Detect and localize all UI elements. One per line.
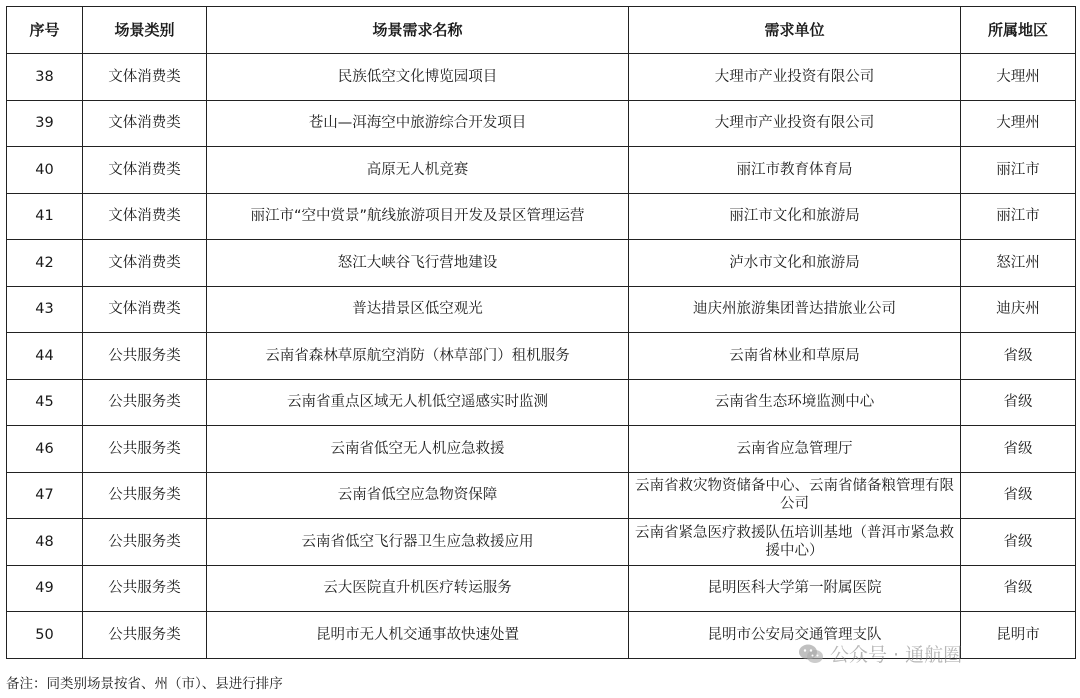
cell-region: 省级 bbox=[961, 379, 1076, 426]
table-row bbox=[7, 379, 1076, 426]
cell-index: 40 bbox=[7, 147, 83, 194]
cell-unit: 云南省林业和草原局 bbox=[629, 333, 961, 380]
cell-region: 省级 bbox=[961, 426, 1076, 473]
header-index: 序号 bbox=[7, 7, 83, 54]
table-row bbox=[7, 333, 1076, 380]
cell-scene-name: 云南省低空无人机应急救援 bbox=[207, 426, 629, 473]
cell-index: 49 bbox=[7, 565, 83, 612]
cell-region: 省级 bbox=[961, 565, 1076, 612]
table-row bbox=[7, 612, 1076, 659]
cell-region: 怒江州 bbox=[961, 240, 1076, 287]
cell-category: 公共服务类 bbox=[83, 472, 207, 519]
cell-category: 文体消费类 bbox=[83, 54, 207, 101]
cell-region: 丽江市 bbox=[961, 193, 1076, 240]
cell-region: 省级 bbox=[961, 472, 1076, 519]
table-row bbox=[7, 54, 1076, 101]
cell-category: 文体消费类 bbox=[83, 147, 207, 194]
cell-region: 昆明市 bbox=[961, 612, 1076, 659]
cell-unit: 云南省紧急医疗救援队伍培训基地（普洱市紧急救援中心） bbox=[629, 519, 961, 566]
cell-scene-name: 云南省低空飞行器卫生应急救援应用 bbox=[207, 519, 629, 566]
footnote: 备注：同类别场景按省、州（市）、县进行排序 bbox=[6, 676, 283, 692]
cell-scene-name: 云大医院直升机医疗转运服务 bbox=[207, 565, 629, 612]
cell-unit: 泸水市文化和旅游局 bbox=[629, 240, 961, 287]
cell-scene-name: 苍山—洱海空中旅游综合开发项目 bbox=[207, 100, 629, 147]
cell-index: 46 bbox=[7, 426, 83, 473]
cell-category: 公共服务类 bbox=[83, 519, 207, 566]
table-body bbox=[7, 54, 1076, 659]
cell-region: 迪庆州 bbox=[961, 286, 1076, 333]
cell-region: 丽江市 bbox=[961, 147, 1076, 194]
table-row bbox=[7, 100, 1076, 147]
cell-scene-name: 昆明市无人机交通事故快速处置 bbox=[207, 612, 629, 659]
cell-unit: 丽江市文化和旅游局 bbox=[629, 193, 961, 240]
cell-scene-name: 云南省森林草原航空消防（林草部门）租机服务 bbox=[207, 333, 629, 380]
header-category: 场景类别 bbox=[83, 7, 207, 54]
cell-scene-name: 普达措景区低空观光 bbox=[207, 286, 629, 333]
cell-scene-name: 怒江大峡谷飞行营地建设 bbox=[207, 240, 629, 287]
cell-index: 39 bbox=[7, 100, 83, 147]
header-unit: 需求单位 bbox=[629, 7, 961, 54]
cell-scene-name: 丽江市“空中赏景”航线旅游项目开发及景区管理运营 bbox=[207, 193, 629, 240]
cell-unit: 丽江市教育体育局 bbox=[629, 147, 961, 194]
cell-region: 大理州 bbox=[961, 54, 1076, 101]
table-row bbox=[7, 565, 1076, 612]
scene-demand-table bbox=[6, 6, 1076, 659]
cell-category: 公共服务类 bbox=[83, 379, 207, 426]
table-row bbox=[7, 147, 1076, 194]
watermark-text: 公众号 · 通航圈 bbox=[830, 644, 963, 666]
cell-index: 43 bbox=[7, 286, 83, 333]
table-row bbox=[7, 286, 1076, 333]
cell-index: 45 bbox=[7, 379, 83, 426]
cell-region: 大理州 bbox=[961, 100, 1076, 147]
scene-demand-table-container bbox=[6, 6, 1075, 659]
cell-scene-name: 云南省重点区域无人机低空遥感实时监测 bbox=[207, 379, 629, 426]
cell-category: 公共服务类 bbox=[83, 565, 207, 612]
cell-index: 50 bbox=[7, 612, 83, 659]
cell-unit: 迪庆州旅游集团普达措旅业公司 bbox=[629, 286, 961, 333]
cell-index: 38 bbox=[7, 54, 83, 101]
cell-index: 44 bbox=[7, 333, 83, 380]
header-scene-name: 场景需求名称 bbox=[207, 7, 629, 54]
table-row bbox=[7, 519, 1076, 566]
cell-category: 公共服务类 bbox=[83, 612, 207, 659]
cell-unit: 昆明市公安局交通管理支队 bbox=[629, 612, 961, 659]
cell-index: 42 bbox=[7, 240, 83, 287]
cell-category: 文体消费类 bbox=[83, 286, 207, 333]
table-row bbox=[7, 240, 1076, 287]
header-region: 所属地区 bbox=[961, 7, 1076, 54]
cell-index: 41 bbox=[7, 193, 83, 240]
cell-index: 47 bbox=[7, 472, 83, 519]
cell-category: 公共服务类 bbox=[83, 333, 207, 380]
cell-unit: 昆明医科大学第一附属医院 bbox=[629, 565, 961, 612]
cell-index: 48 bbox=[7, 519, 83, 566]
cell-category: 文体消费类 bbox=[83, 100, 207, 147]
cell-scene-name: 民族低空文化博览园项目 bbox=[207, 54, 629, 101]
cell-region: 省级 bbox=[961, 333, 1076, 380]
cell-unit: 大理市产业投资有限公司 bbox=[629, 54, 961, 101]
table-header-row bbox=[7, 7, 1076, 54]
cell-category: 文体消费类 bbox=[83, 193, 207, 240]
table-row bbox=[7, 472, 1076, 519]
table-row bbox=[7, 426, 1076, 473]
table-row bbox=[7, 193, 1076, 240]
cell-scene-name: 云南省低空应急物资保障 bbox=[207, 472, 629, 519]
cell-unit: 大理市产业投资有限公司 bbox=[629, 100, 961, 147]
cell-unit: 云南省应急管理厅 bbox=[629, 426, 961, 473]
cell-unit: 云南省救灾物资储备中心、云南省储备粮管理有限公司 bbox=[629, 472, 961, 519]
cell-unit: 云南省生态环境监测中心 bbox=[629, 379, 961, 426]
cell-category: 文体消费类 bbox=[83, 240, 207, 287]
cell-category: 公共服务类 bbox=[83, 426, 207, 473]
cell-region: 省级 bbox=[961, 519, 1076, 566]
cell-scene-name: 高原无人机竞赛 bbox=[207, 147, 629, 194]
